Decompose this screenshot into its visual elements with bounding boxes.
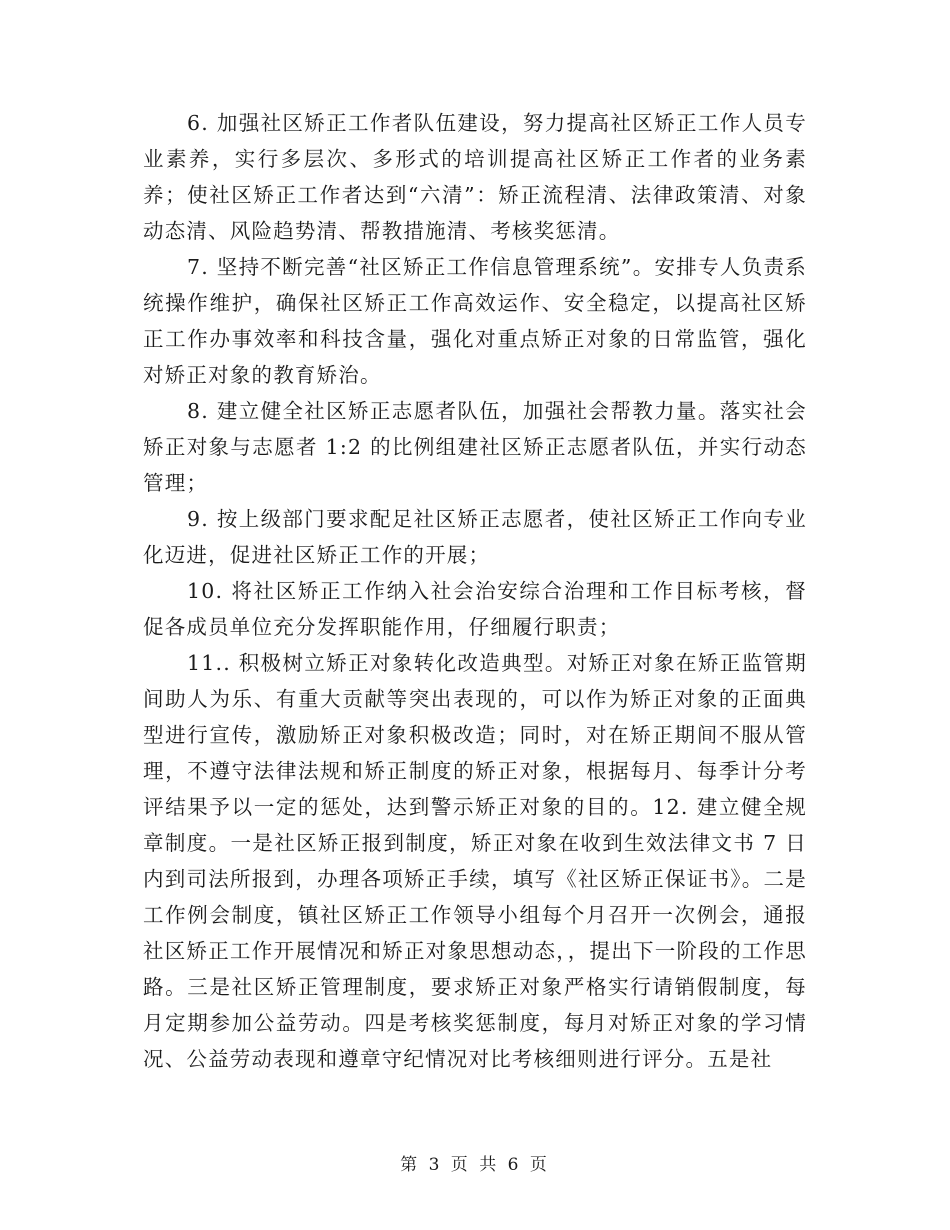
paragraph-9: 9. 按上级部门要求配足社区矫正志愿者，使社区矫正工作向专业化迈进，促进社区矫正工作的开展； (143, 507, 807, 567)
page-footer: 第 3 页 共 6 页 (400, 1155, 550, 1175)
paragraph-7: 7. 坚持不断完善“社区矫正工作信息管理系统”。安排专人负责系统操作维护，确保社区矫正工作高效运作、安全稳定，以提高社区矫正工作办事效率和科技含量，强化对重点矫正对象的日常监管，强化对矫正对象的教育矫治。 (143, 255, 807, 387)
paragraph-8: 8. 建立健全社区矫正志愿者队伍，加强社会帮教力量。落实社会矫正对象与志愿者 1:2 的比例组建社区矫正志愿者队伍，并实行动态管理； (143, 399, 807, 495)
document-body (143, 105, 807, 1077)
paragraph-10: 10. 将社区矫正工作纳入社会治安综合治理和工作目标考核，督促各成员单位充分发挥职能作用，仔细履行职责； (143, 579, 807, 639)
paragraph-11: 11.. 积极树立矫正对象转化改造典型。对矫正对象在矫正监管期间助人为乐、有重大贡献等突出表现的，可以作为矫正对象的正面典型进行宣传，激励矫正对象积极改造；同时，对在矫正期间不服从管理，不遵守法律法规和矫正制度的矫正对象，根据每月、每季计分考评结果予以一定的惩处，达到警示矫正对象的目的。12. 建立健全规章制度。一是社区矫正报到制度，矫正对象在收到生效法律文书 7 日内到司法所报到，办理各项矫正手续，填写《社区矫正保证书》。二是工作例会制度，镇社区矫正工作领导小组每个月召开一次例会，通报社区矫正工作开展情况和矫正对象思想动态，，提出下一阶段的工作思路。三是社区矫正管理制度，要求矫正对象严格实行请销假制度，每月定期参加公益劳动。四是考核奖惩制度，每月对矫正对象的学习情况、公益劳动表现和遵章守纪情况对比考核细则进行评分。五是社 (143, 651, 807, 1071)
paragraph-6: 6. 加强社区矫正工作者队伍建设，努力提高社区矫正工作人员专业素养，实行多层次、多形式的培训提高社区矫正工作者的业务素养；使社区矫正工作者达到“六清”：矫正流程清、法律政策清、对象动态清、风险趋势清、帮教措施清、考核奖惩清。 (143, 111, 807, 243)
